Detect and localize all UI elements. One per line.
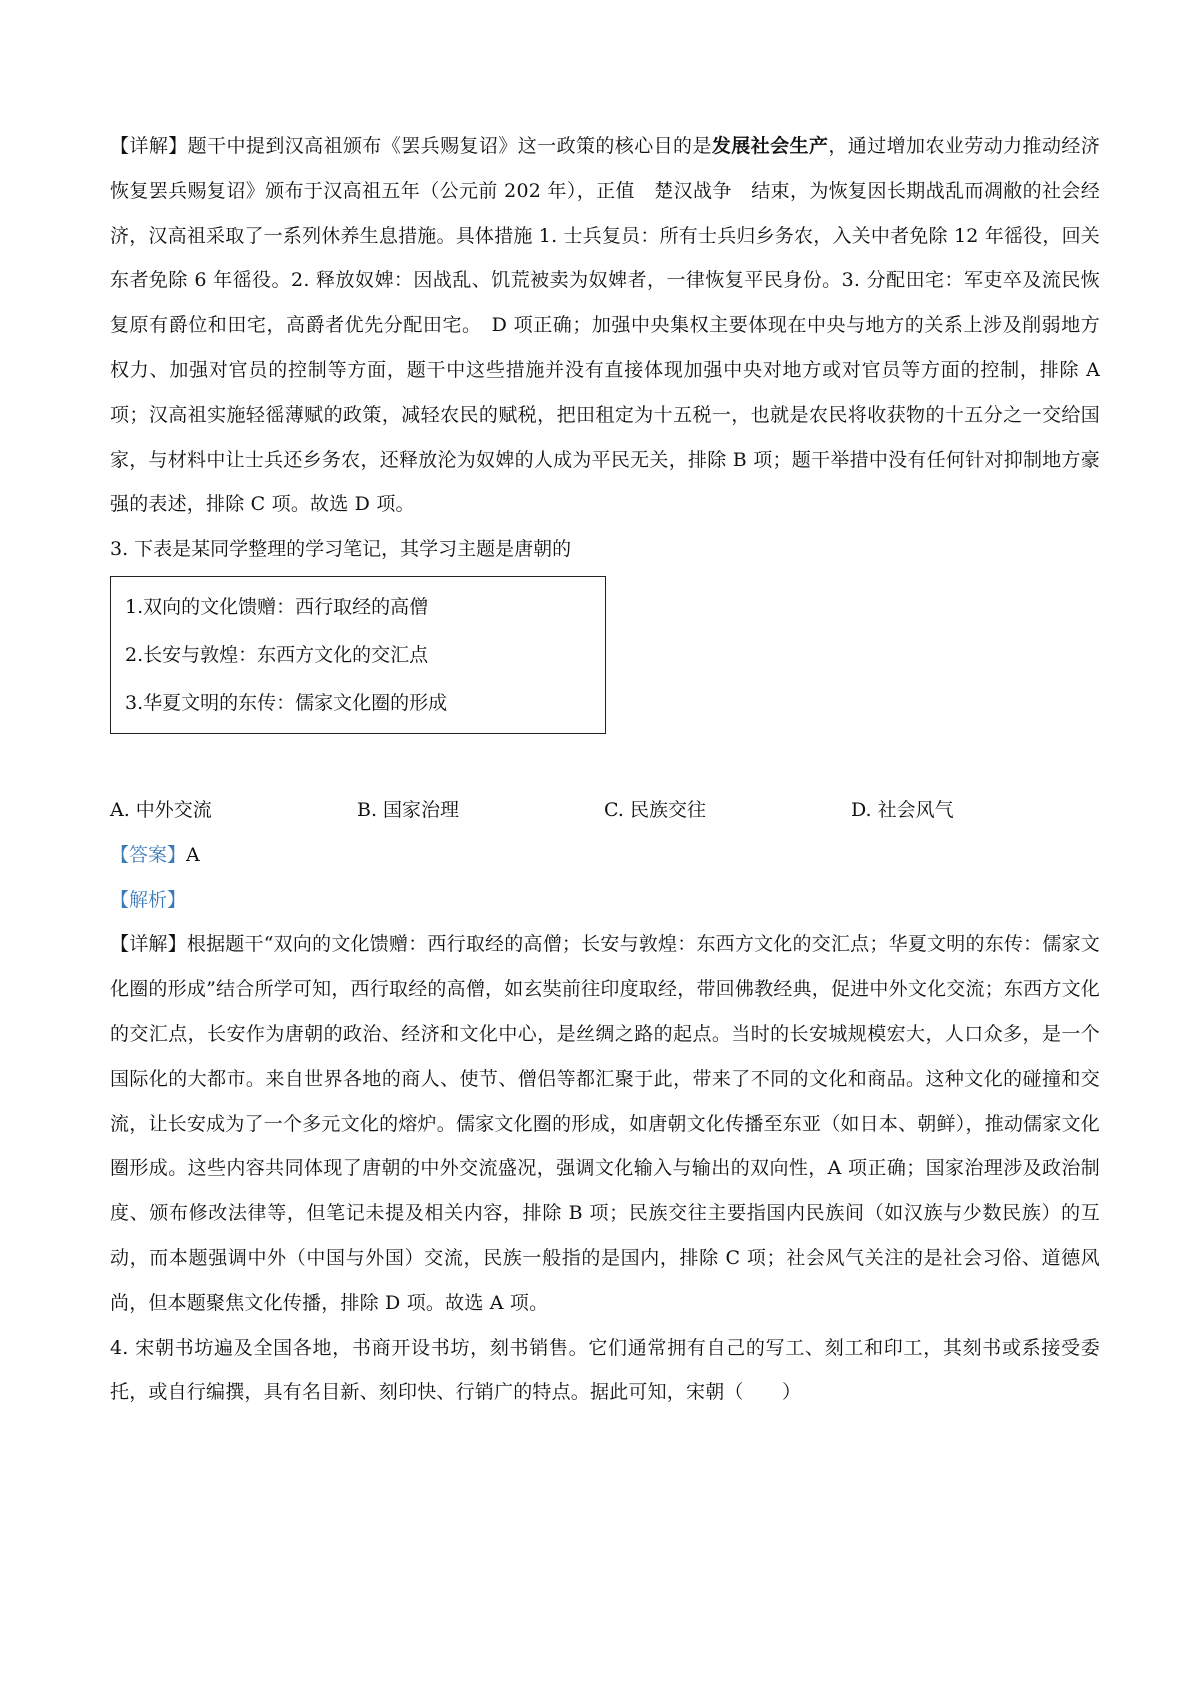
option-a: A. 中外交流 xyxy=(110,798,212,821)
q3-options xyxy=(110,788,1100,833)
option-c: C. 民族交往 xyxy=(604,798,706,821)
note-line-2: 2.长安与敦煌：东西方文化的交汇点 xyxy=(125,643,429,666)
answer-label: 【答案】 xyxy=(110,843,187,866)
q4-stem: 4. 宋朝书坊遍及全国各地，书商开设书坊，刻书销售。它们通常拥有自己的写工、刻工和印工，其刻书或系接受委托，或自行编撰，具有名目新、刻印快、行销广的特点。据此可知，宋朝（ ） xyxy=(110,1336,1100,1404)
q3-stem: 3. 下表是某同学整理的学习笔记，其学习主题是唐朝的 xyxy=(110,538,572,561)
option-d: D. 社会风气 xyxy=(851,798,954,821)
detail-text: 根据题干“双向的文化馈赠：西行取经的高僧；长安与敦煌：东西方文化的交汇点；华夏文明的东传：儒家文化圈的形成”结合所学可知，西行取经的高僧，如玄奘前往印度取经，带回佛教经典，促进中外文化交流；东西方文化的交汇点，长安作为唐朝的政治、经济和文化中心，是丝绸之路的起点。当时的长安城规模宏大，人口众多，是一个国际化的大都市。来自世界各地的商人、使节、僧侣等都汇聚于此，带来了不同的文化和商品。这种文化的碰撞和交流，让长安成为了一个多元文化的熔炉。儒家文化圈的形成，如唐朝文化传播至东亚（如日本、朝鲜），推动儒家文化圈形成。这些内容共同体现了唐朝的中外交流盛况，强调文化输入与输出的双向性，A 项正确；国家治理涉及政治制度、颁布修改法律等，但笔记未提及相关内容，排除 B 项；民族交往主要指国内民族间（如汉族与少数民族）的互动，而本题强调中外（中国与外国）交流，民族一般指的是国内，排除 C 项；社会风气关注的是社会习俗、道德风尚，但本题聚焦文化传播，排除 D 项。故选 A 项。 xyxy=(110,933,1100,1314)
analysis-label: 【解析】 xyxy=(110,888,187,911)
detail-bold-phrase: 发展社会生产 xyxy=(711,135,829,157)
detail-label: 【详解】 xyxy=(110,933,187,956)
detail-text-part2: ，通过增加农业劳动力推动经济恢复罢兵赐复诏》颁布于汉高祖五年（公元前 202 年），正值 楚汉战争 结束，为恢复因长期战乱而凋敝的社会经济，汉高祖采取了一系列休养生息措施。具体措施 1. 士兵复员：所有士兵归乡务农，入关中者免除 12 年徭役，回关东者免除 6 年徭役。2. 释放奴婢：因战乱、饥荒被卖为奴婢者，一律恢复平民身份。3. 分配田宅：军吏卒及流民恢复原有爵位和田宅，高爵者优先分配田宅。 D 项正确；加强中央集权主要体现在中央与地方的关系上涉及削弱地方权力、加强对官员的控制等方面，题干中这些措施并没有直接体现加强中央对地方或对官员等方面的控制，排除 A 项；汉高祖实施轻徭薄赋的政策，减轻农民的赋税，把田租定为十五税一，也就是农民将收获物的十五分之一交给国家，与材料中让士兵还乡务农，还释放沦为奴婢的人成为平民无关，排除 B 项；题干举措中没有任何针对抑制地方豪强的表述，排除 C 项。故选 D 项。 xyxy=(110,135,1100,516)
answer-value: A xyxy=(186,843,200,866)
detail-label: 【详解】 xyxy=(110,135,188,157)
answer-line xyxy=(110,833,1100,878)
study-notes-box xyxy=(110,576,606,734)
option-b: B. 国家治理 xyxy=(357,798,460,821)
detail-text-part1: 题干中提到汉高祖颁布《罢兵赐复诏》这一政策的核心目的是 xyxy=(187,135,712,157)
document-page xyxy=(110,124,1100,1415)
note-line-1: 1.双向的文化馈赠：西行取经的高僧 xyxy=(125,595,429,618)
note-line-3: 3.华夏文明的东传：儒家文化圈的形成 xyxy=(125,691,448,714)
analysis-line xyxy=(110,878,1100,923)
q2-detail-paragraph xyxy=(110,124,1100,527)
q3-detail-paragraph xyxy=(110,922,1100,1325)
